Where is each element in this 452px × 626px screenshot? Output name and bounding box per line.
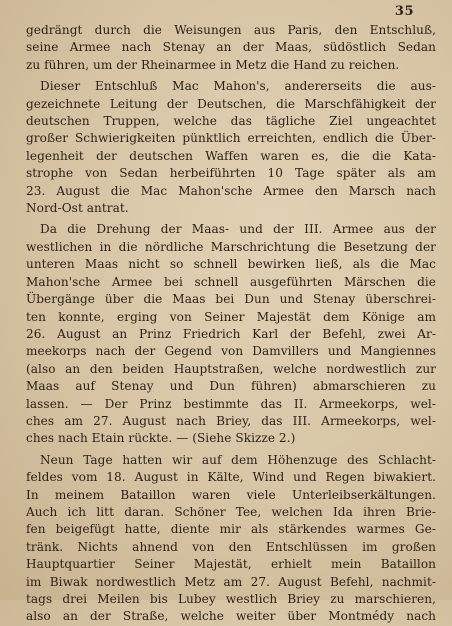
text-line: lassen. — Der Prinz bestimmte das II. Armeekorps, wel-	[26, 396, 436, 411]
text-line: In meinem Bataillon waren viele Unterleibserkältungen.	[26, 487, 436, 502]
text-line: deutschen Truppen, welche das tägliche Ziel ungeachtet	[26, 114, 436, 129]
text-line: tags drei Meilen bis Lubey westlich Briey zu marschieren,	[26, 592, 436, 606]
text-line: im Biwak nordwestlich Metz am 27. August Befehl, nachmit-	[26, 574, 436, 589]
text-line: zu führen, um der Rheinarmee in Metz die Hand zu reichen.	[26, 57, 400, 72]
text-line: ches am 27. August nach Briey, das III. Armeekorps, wel-	[26, 413, 436, 428]
paragraph-2	[26, 78, 436, 217]
text-line: Mahon'sche Armee bei schnell ausgeführten Märschen die	[26, 274, 436, 289]
text-line: unteren Maas nicht so schnell bewirken ließ, als die Mac	[26, 257, 436, 272]
text-line: Auch ich litt daran. Schöner Tee, welchen Ida ihren Brie-	[26, 504, 436, 519]
text-line: Nord-Ost antrat.	[26, 201, 129, 216]
text-line: großer Schwierigkeiten pünktlich erreichten, endlich die Über-	[26, 131, 436, 146]
text-line: westlichen in die nördliche Marschrichtung die Besetzung der	[26, 239, 436, 254]
paragraph-1	[26, 22, 436, 74]
text-line: Übergänge über die Maas bei Dun und Stenay überschrei-	[26, 292, 436, 307]
text-line: gedrängt durch die Weisungen aus Paris, den Entschluß,	[26, 23, 436, 37]
text-line: 23. August die Mac Mahon'sche Armee den Marsch nach	[26, 183, 436, 198]
text-line: ches nach Etain rückte. — (Siehe Skizze 2.)	[26, 431, 296, 446]
text-line: Maas auf Stenay und Dun führen) abmarschieren zu	[26, 379, 436, 394]
text-line: gezeichnete Leitung der Deutschen, die Marschfähigkeit der	[26, 96, 436, 111]
text-line: legenheit der deutschen Waffen waren es, die die Kata-	[26, 148, 436, 163]
text-line: (also an den beiden Hauptstraßen, welche nordwestlich zur	[26, 361, 436, 376]
text-line: fen beigefügt hatte, diente mir als stärkendes warmes Ge-	[26, 522, 436, 537]
text-line: Da die Drehung der Maas- und der III. Armee aus der	[40, 222, 436, 237]
text-line: meekorps nach der Gegend von Damvillers und Mangiennes	[26, 344, 436, 359]
text-line: also an der Straße, welche weiter über Montmédy nach	[26, 609, 436, 624]
text-line: seine Armee nach Stenay an der Maas, südöstlich Sedan	[26, 40, 436, 55]
text-line: strophe von Sedan herbeiführten 10 Tage später als am	[26, 166, 436, 181]
text-line: 26. August an Prinz Friedrich Karl der Befehl, zwei Ar-	[26, 326, 436, 341]
body-text	[26, 22, 436, 626]
text-line: tränk. Nichts ahnend von den Entschlüssen im großen	[26, 539, 436, 554]
text-line: feldes vom 18. August in Kälte, Wind und Regen biwakiert.	[26, 470, 436, 485]
text-line: Hauptquartier Seiner Majestät, erhielt mein Bataillon	[26, 557, 436, 572]
text-line: Dieser Entschluß Mac Mahon's, andererseits die aus-	[40, 79, 436, 94]
paragraph-3	[26, 221, 436, 447]
text-line: ten konnte, erging von Seiner Majestät dem Könige am	[26, 309, 436, 324]
page-number: 35	[394, 4, 414, 19]
text-line: Neun Tage hatten wir auf dem Höhenzuge des Schlacht-	[40, 452, 436, 467]
